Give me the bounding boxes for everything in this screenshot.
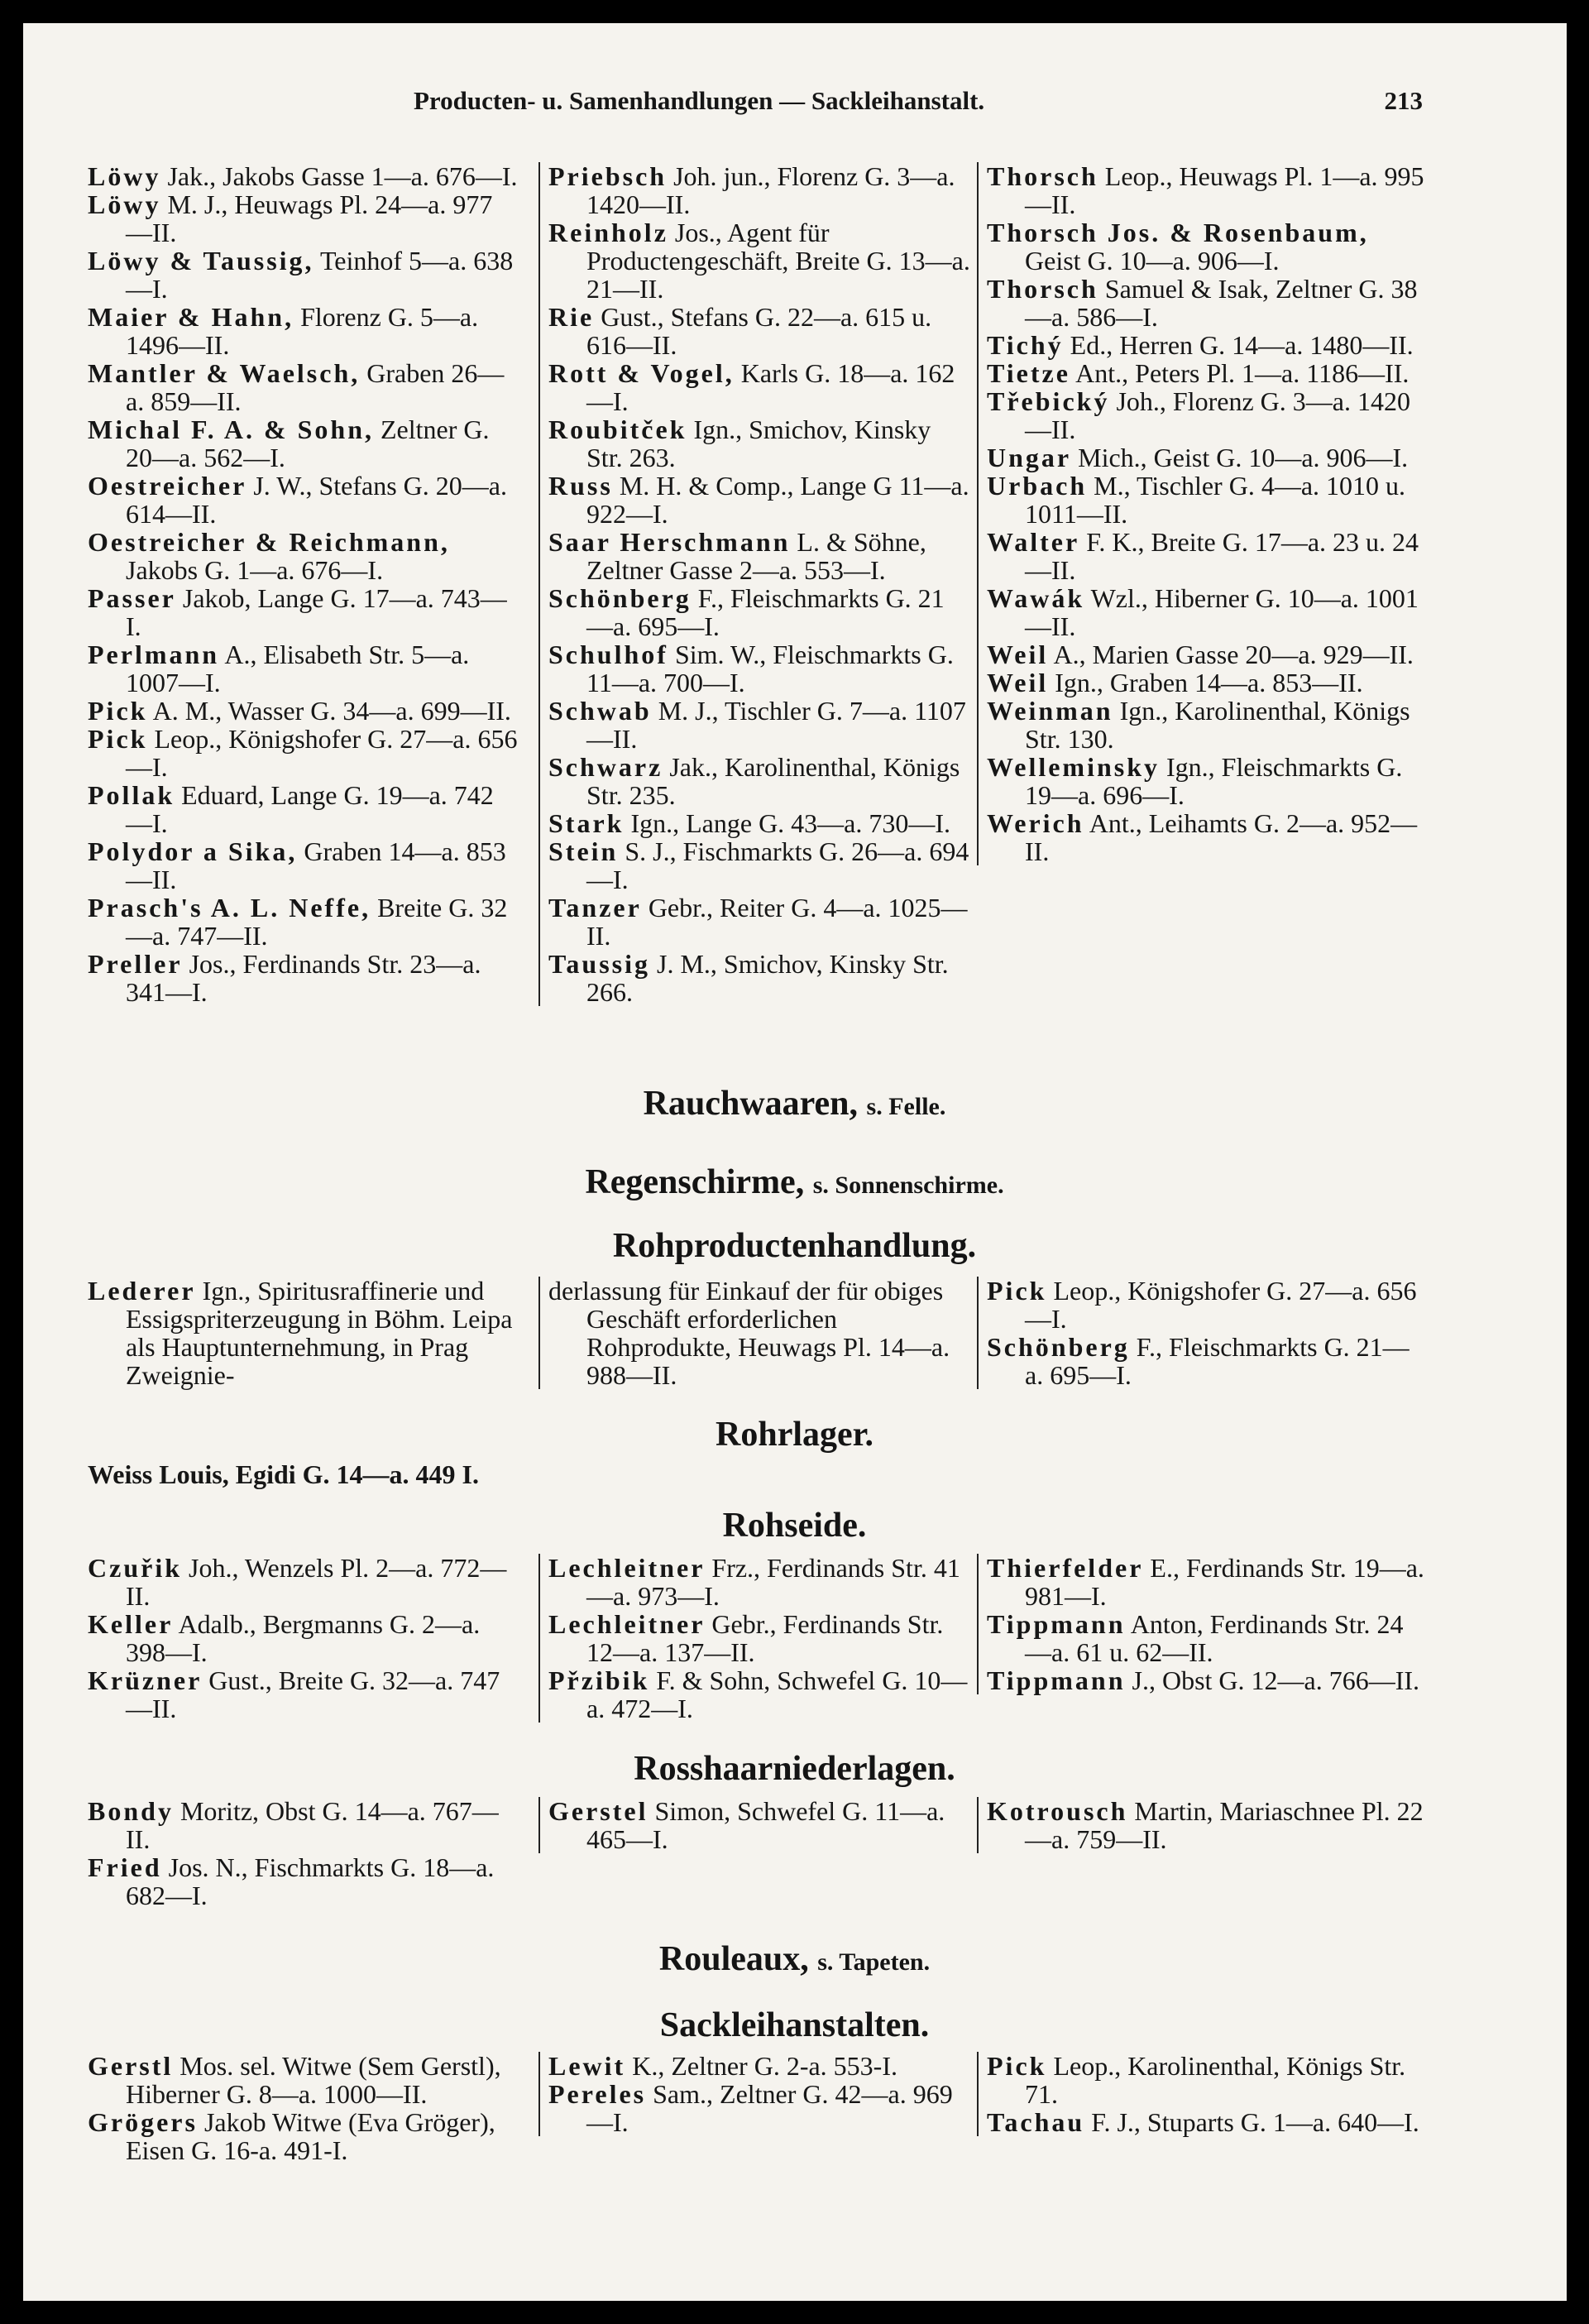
entry-details: Graben 14—a. 853—II.	[126, 836, 506, 894]
directory-entry	[88, 837, 518, 894]
column-2	[538, 1277, 970, 1389]
entry-details: Martin, Mariaschnee Pl. 22—a. 759—II.	[1025, 1796, 1424, 1854]
cross-reference: s. Felle.	[866, 1093, 946, 1120]
section-title-text: Rosshaarniederlagen.	[634, 1750, 955, 1788]
entry-name: Taussig	[548, 949, 650, 979]
directory-entry	[987, 668, 1425, 697]
column-3	[977, 2052, 1425, 2136]
cross-reference: s. Tapeten.	[817, 1948, 931, 1976]
directory-entry	[548, 1610, 970, 1666]
entry-details: F., Fleischmarkts G. 21—a. 695—I.	[1025, 1332, 1410, 1390]
entry-name: Löwy	[88, 189, 161, 219]
entry-name: Fried	[88, 1852, 162, 1882]
section-sackleih	[0, 2005, 1589, 2045]
directory-entry	[987, 472, 1425, 528]
directory-entry	[88, 2108, 518, 2164]
entry-name: Schönberg	[548, 583, 692, 613]
entry-name: Weinman	[987, 696, 1113, 726]
directory-entry	[548, 1554, 970, 1610]
directory-entry	[987, 697, 1425, 753]
directory-entry	[548, 837, 970, 894]
entry-details: F. K., Breite G. 17—a. 23 u. 24—II.	[1025, 527, 1419, 585]
directory-entry	[548, 359, 970, 415]
entry-name: Lechleitner	[548, 1609, 706, 1639]
directory-entry	[548, 218, 970, 303]
directory-entry	[88, 190, 518, 247]
entry-name: Walter	[987, 527, 1080, 557]
entry-name: Pick	[987, 1276, 1047, 1306]
entry-details: Wzl., Hiberner G. 10—a. 1001—II.	[1025, 583, 1419, 641]
directory-entry	[88, 640, 518, 697]
entry-details: Samuel & Isak, Zeltner G. 38—a. 586—I.	[1025, 274, 1418, 332]
entry-details: Jak., Karolinenthal, Königs Str. 235.	[586, 752, 960, 810]
entry-name: Thierfelder	[987, 1553, 1144, 1583]
entry-details: Ed., Herren G. 14—a. 1480—II.	[1063, 330, 1414, 360]
entry-name: Roubitček	[548, 414, 687, 444]
entry-name: Rott & Vogel,	[548, 358, 735, 388]
directory-entry	[987, 1554, 1425, 1610]
entry-details: A., Elisabeth Str. 5—a. 1007—I.	[126, 640, 470, 697]
directory-entry	[88, 247, 518, 303]
entry-details: F. J., Stuparts G. 1—a. 640—I.	[1084, 2107, 1419, 2137]
directory-entry	[987, 2108, 1425, 2136]
entry-name: Michal F. A. & Sohn,	[88, 414, 374, 444]
entry-details: Jos. N., Fischmarkts G. 18—a. 682—I.	[126, 1852, 495, 1910]
entry-details: M., Tischler G. 4—a. 1010 u. 1011—II.	[1025, 471, 1406, 529]
directory-entry	[987, 640, 1425, 668]
directory-entry	[88, 2052, 518, 2108]
entry-name: Tietze	[987, 358, 1070, 388]
directory-entry	[88, 528, 518, 584]
entry-details: Ign., Fleischmarkts G. 19—a. 696—I.	[1025, 752, 1403, 810]
entry-name: Rie	[548, 302, 595, 332]
directory-entry	[987, 809, 1425, 865]
directory-entry	[987, 443, 1425, 472]
entry-details: F. & Sohn, Schwefel G. 10—a. 472—I.	[586, 1665, 968, 1723]
column-3	[977, 1277, 1425, 1389]
directory-entry	[987, 1333, 1425, 1389]
entry-name: Gerstel	[548, 1796, 649, 1826]
entry-name: Schönberg	[987, 1332, 1130, 1362]
directory-entry	[88, 781, 518, 837]
entry-name: Weil	[987, 668, 1049, 697]
entry-details: J. M., Smichov, Kinsky Str. 266.	[586, 949, 949, 1007]
entry-name: Czuřik	[88, 1553, 182, 1583]
entry-details: L. & Söhne, Zeltner Gasse 2—a. 553—I.	[586, 527, 926, 585]
column-1	[88, 1797, 518, 1910]
section-title-text: Rohseide.	[722, 1507, 867, 1545]
entry-details: Ign., Graben 14—a. 853—II.	[1048, 668, 1363, 697]
entry-details: Mos. sel. Witwe (Sem Gerstl), Hiberner G. 8—a. 1000—II.	[126, 2051, 501, 2109]
entry-name: Přzibik	[548, 1665, 650, 1695]
directory-entry	[987, 1666, 1425, 1694]
entry-details: Gebr., Reiter G. 4—a. 1025—II.	[586, 893, 968, 951]
entry-name: Passer	[88, 583, 176, 613]
entry-name: Bondy	[88, 1796, 174, 1826]
entry-details: F., Fleischmarkts G. 21—a. 695—I.	[586, 583, 945, 641]
entry-details: Karls G. 18—a. 162—I.	[586, 358, 955, 416]
entry-details: Anton, Ferdinands Str. 24—a. 61 u. 62—II.	[1025, 1609, 1404, 1667]
entry-name: Lechleitner	[548, 1553, 706, 1583]
entry-name: Lederer	[88, 1276, 196, 1306]
directory-entry	[987, 162, 1425, 218]
entry-details: Frz., Ferdinands Str. 41—a. 973—I.	[586, 1553, 960, 1611]
entry-name: Priebsch	[548, 161, 668, 191]
directory-entry	[987, 1610, 1425, 1666]
entry-details: Leop., Heuwags Pl. 1—a. 995—II.	[1025, 161, 1424, 219]
entry-details: Ant., Leihamts G. 2—a. 952—II.	[1025, 808, 1418, 866]
entry-details: Jakob, Lange G. 17—a. 743—I.	[126, 583, 507, 641]
directory-entry	[88, 1554, 518, 1610]
directory-entry	[987, 528, 1425, 584]
entry-name: Urbach	[987, 471, 1088, 501]
page-number: 213	[1384, 86, 1423, 115]
entry-name: Saar Herschmann	[548, 527, 791, 557]
entry-details: Eduard, Lange G. 19—a. 742—I.	[126, 780, 494, 838]
entry-name: Prasch's A. L. Neffe,	[88, 893, 371, 922]
entry-details: Jakob Witwe (Eva Gröger), Eisen G. 16-a. 491-I.	[126, 2107, 495, 2165]
directory-entry	[548, 753, 970, 809]
entry-details: Ign., Spiritusraffinerie und Essigspriterzeugung in Böhm. Leipa als Hauptunternehmung, in Prag Zweignie-	[126, 1276, 513, 1390]
cross-reference: s. Sonnenschirme.	[812, 1172, 1004, 1199]
column-2	[538, 2052, 970, 2136]
entry-details: Breite G. 32—a. 747—II.	[126, 893, 508, 951]
entry-name: Schwab	[548, 696, 652, 726]
entry-name: Tichý	[987, 330, 1064, 360]
directory-entry	[88, 894, 518, 950]
entry-name: Pereles	[548, 2079, 647, 2109]
directory-entry	[548, 415, 970, 472]
entry-name: Schwarz	[548, 752, 663, 782]
section-title-text: Rauchwaaren,	[643, 1085, 859, 1123]
entry-name: Perlmann	[88, 640, 220, 669]
entry-details: Ign., Smichov, Kinsky Str. 263.	[586, 414, 931, 472]
entry-name: Tippmann	[987, 1609, 1126, 1639]
entry-details: E., Ferdinands Str. 19—a. 981—I.	[1025, 1553, 1424, 1611]
entry-details: Sim. W., Fleischmarkts G. 11—a. 700—I.	[586, 640, 954, 697]
entry-details: Ant., Peters Pl. 1—a. 1186—II.	[1070, 358, 1410, 388]
entry-details: Sam., Zeltner G. 42—a. 969—I.	[586, 2079, 953, 2137]
directory-entry	[548, 584, 970, 640]
directory-entry	[88, 584, 518, 640]
directory-entry	[88, 725, 518, 781]
entry-name: Stein	[548, 836, 619, 866]
entry-name: Preller	[88, 949, 183, 979]
section-title-text: Sackleihanstalten.	[659, 2006, 930, 2044]
directory-entry	[88, 303, 518, 359]
section-title-text: Rohproductenhandlung.	[612, 1227, 977, 1265]
entry-details: Leop., Karolinenthal, Königs Str. 71.	[1025, 2051, 1406, 2109]
section-rosshaar	[0, 1749, 1589, 1789]
section-title-text: Rohrlager.	[716, 1416, 873, 1454]
directory-entry	[548, 894, 970, 950]
entry-details: M. H. & Comp., Lange G 11—a. 922—I.	[586, 471, 969, 529]
directory-entry	[548, 809, 970, 837]
section-rohproducten	[0, 1226, 1589, 1266]
entry-name: Oestreicher	[88, 471, 247, 501]
entry-name: Reinholz	[548, 218, 668, 247]
entry-details: M. J., Tischler G. 7—a. 1107—II.	[586, 696, 966, 754]
entry-name: Stark	[548, 808, 625, 838]
entry-name: Tanzer	[548, 893, 642, 922]
entry-details: Zeltner G. 20—a. 562—I.	[126, 414, 490, 472]
entry-name: Weil	[987, 640, 1049, 669]
entry-name: Werich	[987, 808, 1084, 838]
entry-name: Maier & Hahn,	[88, 302, 294, 332]
entry-name: Mantler & Waelsch,	[88, 358, 361, 388]
entry-name: Welleminsky	[987, 752, 1161, 782]
entry-details: Florenz G. 5—a. 1496—II.	[126, 302, 479, 360]
entry-details: M. J., Heuwags Pl. 24—a. 977—II.	[126, 189, 493, 247]
directory-entry	[88, 697, 518, 725]
entry-name: Pick	[88, 724, 148, 754]
directory-entry	[88, 472, 518, 528]
entry-details: Mich., Geist G. 10—a. 906—I.	[1071, 443, 1409, 472]
directory-entry	[987, 1797, 1425, 1853]
entry-name: Keller	[88, 1609, 174, 1639]
entry-details: derlassung für Einkauf der für obiges Geschäft erforderlichen Rohprodukte, Heuwags Pl. 14—a. 988—II.	[548, 1276, 950, 1390]
entry-details: Gebr., Ferdinands Str. 12—a. 137—II.	[586, 1609, 944, 1667]
directory-entry	[88, 1853, 518, 1910]
entry-name: Tippmann	[987, 1665, 1126, 1695]
entry-name: Pollak	[88, 780, 175, 810]
column-2	[538, 1797, 970, 1853]
column-3	[977, 162, 1425, 865]
directory-entry	[88, 162, 518, 190]
directory-entry	[88, 1666, 518, 1723]
directory-entry	[88, 1797, 518, 1853]
entry-details: A., Marien Gasse 20—a. 929—II.	[1048, 640, 1414, 669]
directory-entry	[548, 697, 970, 753]
column-3	[977, 1554, 1425, 1694]
entry-name: Pick	[88, 696, 148, 726]
section-regenschirme	[0, 1162, 1589, 1202]
directory-entry	[548, 528, 970, 584]
directory-entry	[88, 1277, 518, 1389]
entry-details: Ign., Lange G. 43—a. 730—I.	[624, 808, 951, 838]
directory-entry	[88, 359, 518, 415]
directory-entry	[548, 950, 970, 1006]
entry-name: Russ	[548, 471, 613, 501]
entry-details: Simon, Schwefel G. 11—a. 465—I.	[586, 1796, 945, 1854]
entry-name: Grögers	[88, 2107, 198, 2137]
entry-details: Moritz, Obst G. 14—a. 767—II.	[126, 1796, 499, 1854]
directory-entry	[548, 1666, 970, 1723]
directory-entry	[987, 753, 1425, 809]
directory-entry	[548, 162, 970, 218]
section-rohseide	[0, 1506, 1589, 1545]
entry-details: Geist G. 10—a. 906—I.	[1025, 246, 1280, 276]
entry-details: Leop., Königshofer G. 27—a. 656—I.	[126, 724, 518, 782]
column-1	[88, 2052, 518, 2164]
section-rohrlager	[0, 1415, 1589, 1454]
directory-entry	[548, 1277, 970, 1389]
entry-name: Tachau	[987, 2107, 1085, 2137]
entry-details: Ign., Karolinenthal, Königs Str. 130.	[1025, 696, 1410, 754]
entry-name: Kotrousch	[987, 1796, 1128, 1826]
entry-details: Gust., Stefans G. 22—a. 615 u. 616—II.	[586, 302, 932, 360]
entry-details: Joh., Florenz G. 3—a. 1420—II.	[1025, 386, 1410, 444]
entry-details: Adalb., Bergmanns G. 2—a. 398—I.	[126, 1609, 481, 1667]
rohrlager-entry: Weiss Louis, Egidi G. 14—a. 449 I.	[88, 1459, 479, 1489]
entry-details: Gust., Breite G. 32—a. 747—II.	[126, 1665, 500, 1723]
entry-name: Löwy & Taussig,	[88, 246, 314, 276]
directory-entry	[88, 1610, 518, 1666]
directory-entry	[88, 950, 518, 1006]
directory-entry	[548, 1797, 970, 1853]
entry-name: Gerstl	[88, 2051, 174, 2081]
entry-details: J., Obst G. 12—a. 766—II.	[1125, 1665, 1420, 1695]
entry-name: Polydor a Sika,	[88, 836, 298, 866]
entry-name: Schulhof	[548, 640, 668, 669]
directory-entry	[548, 640, 970, 697]
entry-details: Joh. jun., Florenz G. 3—a. 1420—II.	[586, 161, 955, 219]
entry-name: Lewit	[548, 2051, 626, 2081]
entry-details: K., Zeltner G. 2-a. 553-I.	[625, 2051, 897, 2081]
entry-details: Jos., Agent für Productengeschäft, Breite G. 13—a. 21—II.	[586, 218, 970, 304]
entry-name: Thorsch	[987, 161, 1098, 191]
entry-name: Thorsch	[987, 274, 1098, 304]
section-title-text: Regenschirme,	[585, 1163, 805, 1201]
directory-entry	[987, 331, 1425, 359]
directory-entry	[987, 359, 1425, 387]
directory-entry	[987, 1277, 1425, 1333]
column-3	[977, 1797, 1425, 1853]
entry-name: Wawák	[987, 583, 1085, 613]
entry-details: Graben 26—a. 859—II.	[126, 358, 505, 416]
entry-details: Leop., Königshofer G. 27—a. 656—I.	[1025, 1276, 1417, 1334]
entry-name: Ungar	[987, 443, 1072, 472]
directory-entry	[548, 472, 970, 528]
column-2	[538, 162, 970, 1006]
entry-details: A. M., Wasser G. 34—a. 699—II.	[147, 696, 511, 726]
directory-entry	[987, 2052, 1425, 2108]
entry-name: Thorsch Jos. & Rosenbaum,	[987, 218, 1369, 247]
directory-entry	[548, 2052, 970, 2080]
entry-name: Krüzner	[88, 1665, 203, 1695]
column-1	[88, 1277, 518, 1389]
running-header	[83, 86, 1423, 127]
entry-details: Teinhof 5—a. 638—I.	[126, 246, 514, 304]
column-1	[88, 162, 518, 1006]
directory-entry	[548, 303, 970, 359]
entry-details: J. W., Stefans G. 20—a. 614—II.	[126, 471, 507, 529]
directory-entry	[88, 415, 518, 472]
entry-name: Löwy	[88, 161, 161, 191]
entry-name: Třebický	[987, 386, 1110, 416]
section-rouleaux	[0, 1939, 1589, 1979]
section-rauchwaaren	[0, 1084, 1589, 1124]
entry-details: Joh., Wenzels Pl. 2—a. 772—II.	[126, 1553, 507, 1611]
entry-details: Jos., Ferdinands Str. 23—a. 341—I.	[126, 949, 481, 1007]
directory-entry	[987, 387, 1425, 443]
entry-name: Pick	[987, 2051, 1047, 2081]
section-title-text: Rouleaux,	[658, 1940, 809, 1978]
entry-details: Jakobs G. 1—a. 676—I.	[126, 555, 384, 585]
column-2	[538, 1554, 970, 1723]
header-title: Producten- u. Samenhandlungen — Sackleihanstalt.	[414, 86, 985, 115]
column-1	[88, 1554, 518, 1723]
entry-name: Oestreicher & Reichmann,	[88, 527, 450, 557]
directory-entry	[987, 275, 1425, 331]
entry-details: Jak., Jakobs Gasse 1—a. 676—I.	[160, 161, 518, 191]
directory-entry	[987, 584, 1425, 640]
directory-entry	[987, 218, 1425, 275]
directory-entry	[548, 2080, 970, 2136]
entry-details: S. J., Fischmarkts G. 26—a. 694—I.	[586, 836, 969, 894]
